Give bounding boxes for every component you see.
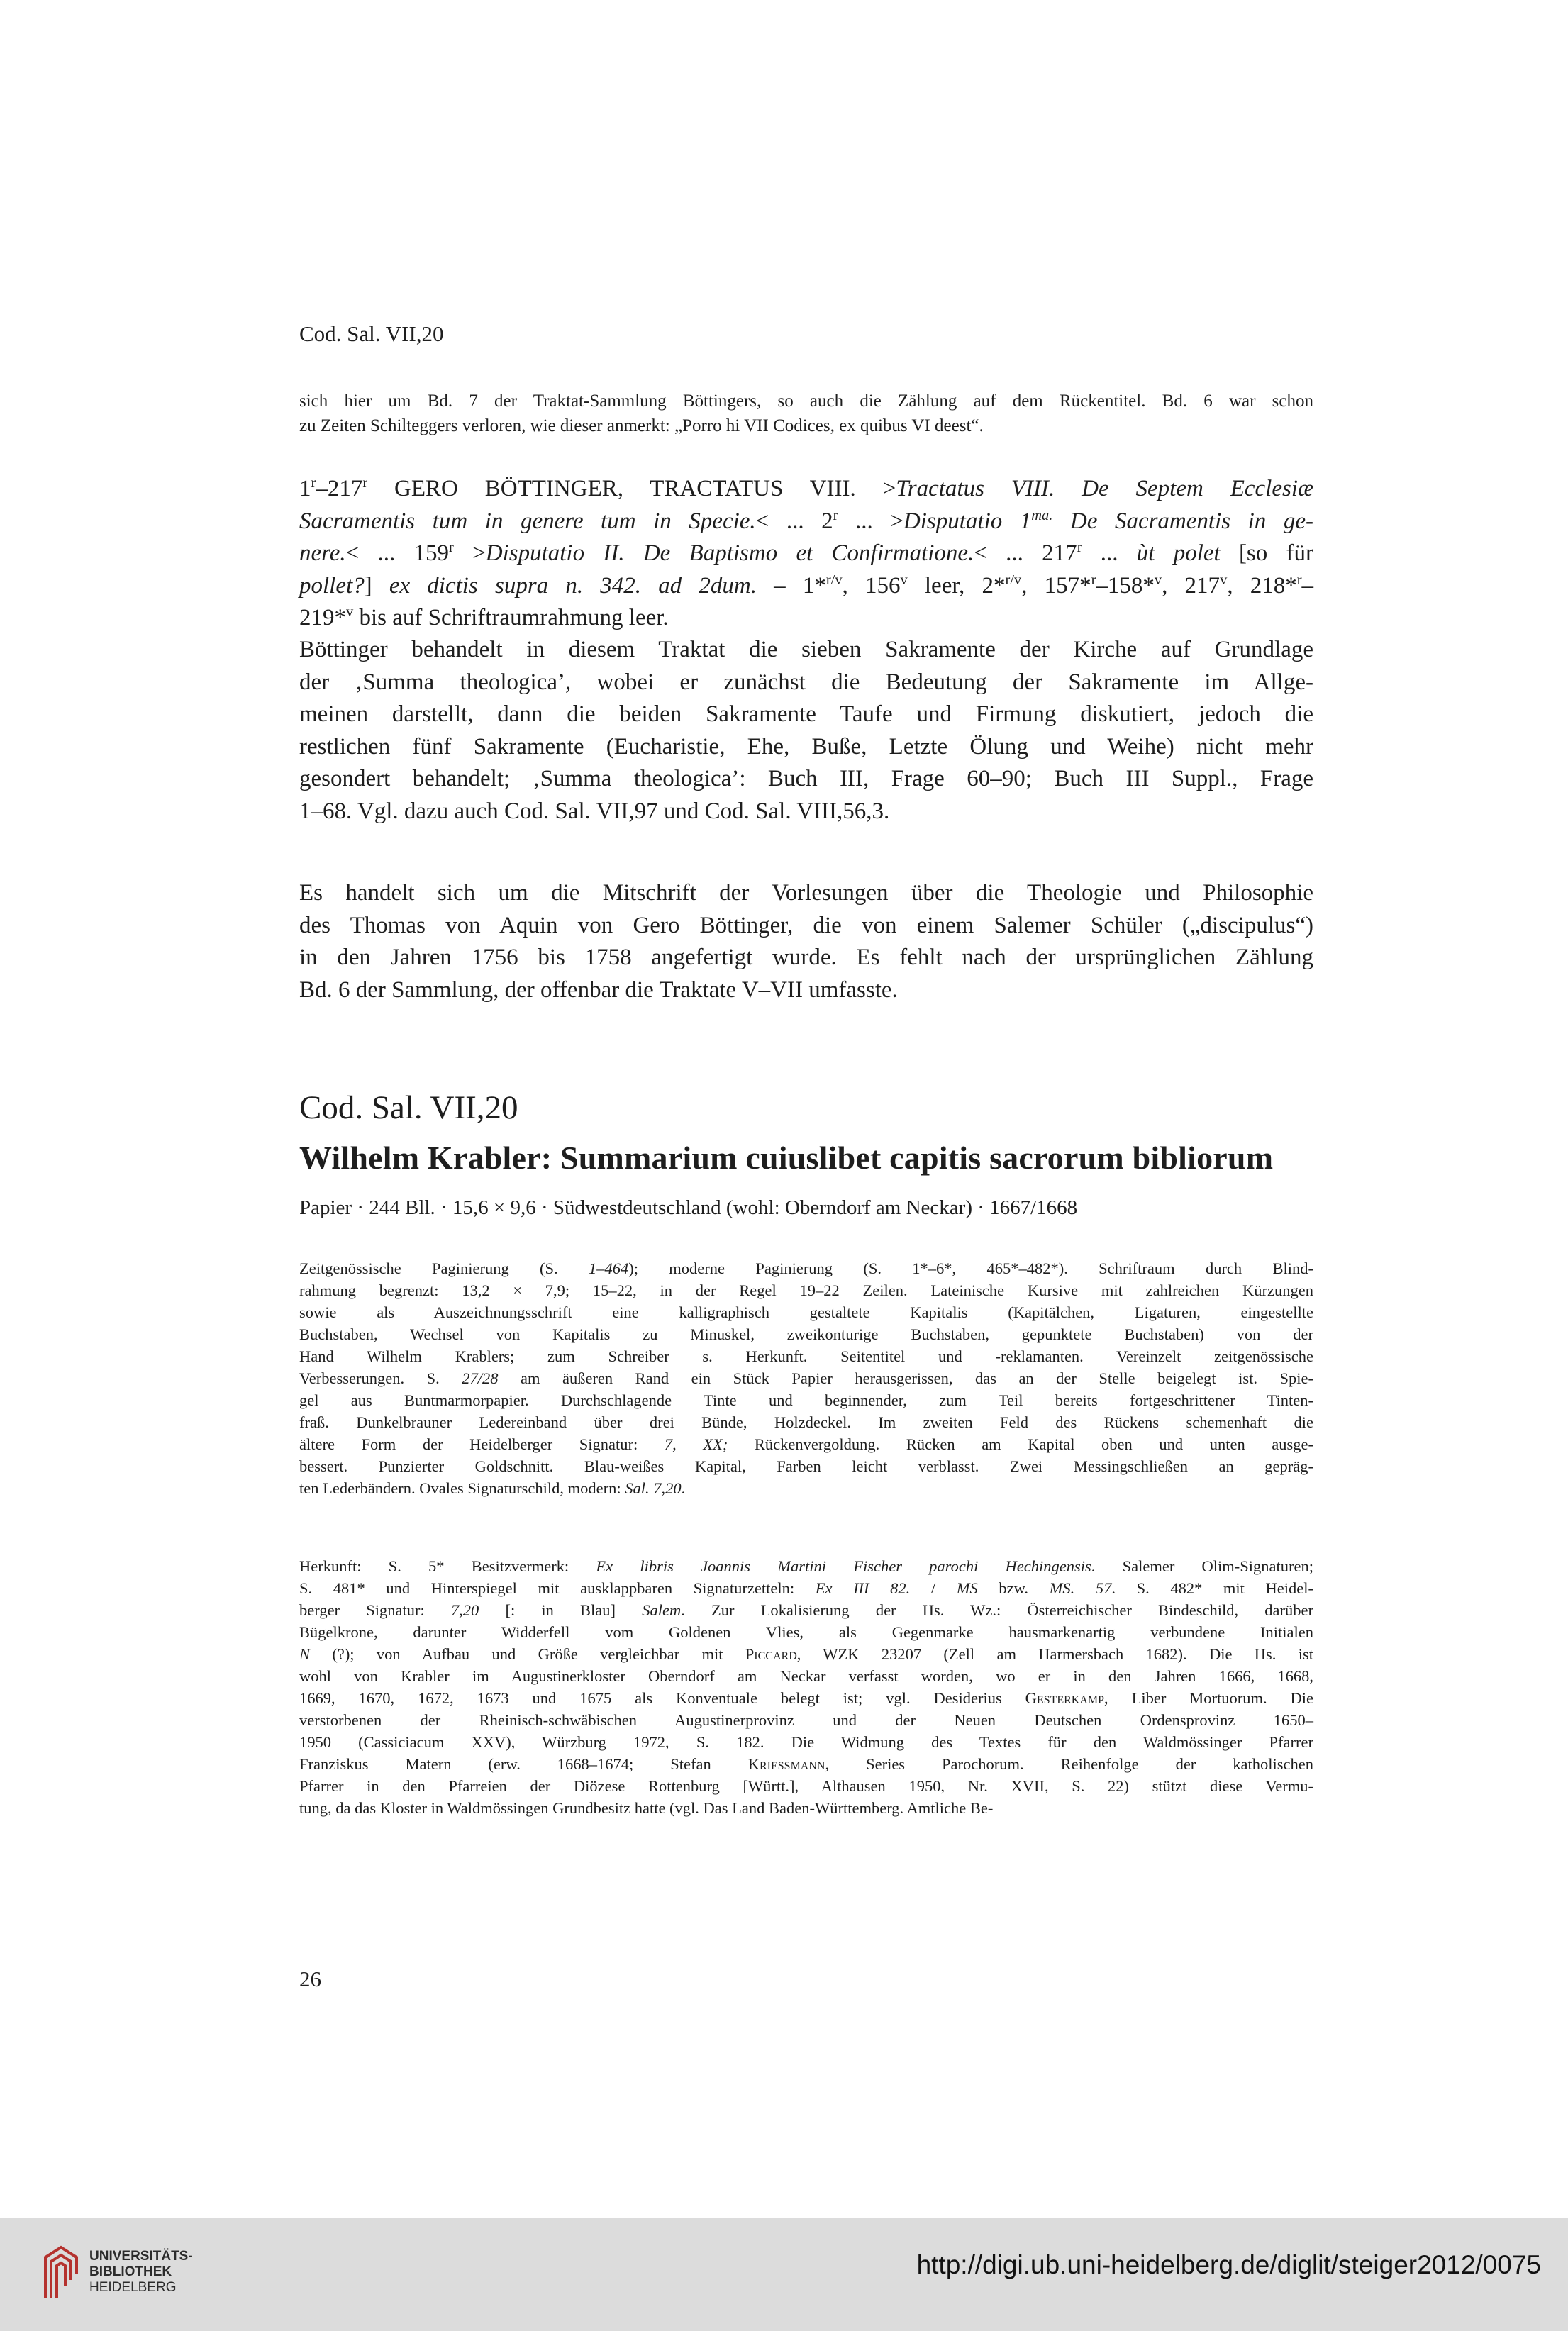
provenance-line: Herkunft: S. 5* Besitzvermerk: Ex libris Joannis Martini Fischer parochi Hechingensis. Salemer Olim-Signaturen; xyxy=(299,1557,1314,1575)
description-line: ältere Form der Heidelberger Signatur: 7, XX; Rückenvergoldung. Rücken am Kapital oben und unten ausge- xyxy=(299,1435,1313,1453)
provenance-line: tung, da das Kloster in Waldmössingen Grundbesitz hatte (vgl. Das Land Baden-Württemberg. Amtliche Be- xyxy=(299,1799,994,1817)
author-title: GERO BÖTTINGER, TRACTATUS VIII. > xyxy=(367,476,896,501)
description-line: gel aus Buntmarmorpapier. Durchschlagende Tinte und beginnender, zum Teil bereits fortgeschrittener Tinten- xyxy=(299,1391,1313,1409)
folio-range: –217 xyxy=(316,476,363,501)
provenance xyxy=(299,1555,1313,1819)
summary-paragraph xyxy=(299,877,1313,1006)
running-head: Cod. Sal. VII,20 xyxy=(299,321,444,346)
discussion-line: der ‚Summa theologica’, wobei er zunächst die Bedeutung der Sakramente im Allge- xyxy=(299,669,1313,695)
entry-heading-line: Sacramentis tum in genere tum in Specie.< ... 2$^r$ ... >Disputatio $1^{ma.}$ De Sacramentis in ge- xyxy=(299,507,1313,534)
description-line: Zeitgenössische Paginierung (S. 1–464); moderne Paginierung (S. 1*–6*, 465*–482*). Schriftraum durch Blind- xyxy=(299,1259,1313,1277)
codex-title: Cod. Sal. VII,20 xyxy=(299,1089,518,1126)
discussion-line: meinen darstellt, dann die beiden Sakramente Taufe und Firmung diskutiert, jedoch die xyxy=(299,701,1313,727)
provenance-line: Bügelkrone, darunter Widderfell vom Goldenen Vlies, als Gegenmarke hausmarkenartig verbundene Initialen xyxy=(299,1623,1313,1641)
summary-line: in den Jahren 1756 bis 1758 angefertigt wurde. Es fehlt nach der ursprünglichen Zählung xyxy=(299,945,1313,970)
page-number: 26 xyxy=(299,1966,321,1991)
description-line: fraß. Dunkelbrauner Ledereinband über drei Bünde, Holzdeckel. Im zweiten Feld des Rückens schemenhaft die xyxy=(299,1413,1313,1431)
discussion-line: restlichen fünf Sakramente (Eucharistie, Ehe, Buße, Letzte Ölung und Weihe) nicht mehr xyxy=(299,733,1313,760)
discussion-line: gesondert behandelt; ‚Summa theologica’: Buch III, Frage 60–90; Buch III Suppl., Frage xyxy=(299,766,1313,791)
description-line: ten Lederbändern. Ovales Signaturschild, modern: Sal. 7,20. xyxy=(299,1479,686,1497)
permalink-url[interactable]: http://digi.ub.uni-heidelberg.de/diglit/steiger2012/0075 xyxy=(916,2250,1541,2279)
description-line: Hand Wilhelm Krablers; zum Schreiber s. Herkunft. Seitentitel und -reklamanten. Vereinzelt zeitgenössische xyxy=(299,1347,1313,1365)
description-line: rahmung begrenzt: 13,2 × 7,9; 15–22, in der Regel 19–22 Zeilen. Lateinische Kursive mit zahlreichen Kürzungen xyxy=(299,1281,1313,1299)
entry-discussion xyxy=(299,634,1313,828)
provenance-line: 1669, 1670, 1672, 1673 und 1675 als Konventuale belegt ist; vgl. Desiderius Gesterkamp, Liber Mortuorum. Die xyxy=(299,1689,1313,1707)
viewer-footer xyxy=(0,2218,1568,2331)
description-line: Buchstaben, Wechsel von Kapitalis zu Minuskel, zweikonturige Buchstaben, gepunktete Buchstaben) von der xyxy=(299,1325,1313,1343)
entry-heading xyxy=(299,473,1313,635)
codex-meta-line: Papier · 244 Bll. · 15,6 × 9,6 · Südwestdeutschland (wohl: Oberndorf am Neckar) · 1667/1668 xyxy=(299,1196,1078,1219)
intro-note-line: zu Zeiten Schilteggers verloren, wie dieser anmerkt: „Porro hi VII Codices, ex quibus VI deest“. xyxy=(299,416,984,435)
entry-heading-line: nere.< ... $159^r$ >Disputatio II. De Baptismo et Confirmatione.< ... 217$^r$ ... ùt polet [so für xyxy=(299,540,1314,566)
discussion-line: Böttinger behandelt in diesem Traktat die sieben Sakramente der Kirche auf Grundlage xyxy=(299,637,1313,662)
provenance-line: N (?); von Aufbau und Größe vergleichbar mit Piccard, WZK 23207 (Zell am Harmersbach 1682). Die Hs. ist xyxy=(299,1645,1313,1663)
description-line: bessert. Punzierter Goldschnitt. Blau-weißes Kapital, Farben leicht verblasst. Zwei Messingschließen an gepräg- xyxy=(299,1457,1313,1475)
provenance-line: berger Signatur: 7,20 [: in Blau] Salem. Zur Lokalisierung der Hs. Wz.: Österreichischer Bindeschild, darüber xyxy=(299,1601,1313,1619)
provenance-line: 1950 (Cassiciacum XXV), Würzburg 1972, S. 182. Die Widmung des Textes für den Waldmössinger Pfarrer xyxy=(299,1733,1313,1751)
provenance-line: Pfarrer in den Pfarreien der Diözese Rottenburg [Württ.], Althausen 1950, Nr. XVII, S. 22) stützt diese Vermu- xyxy=(299,1777,1313,1795)
entry-heading-line: pollet?] ex dictis supra n. 342. ad 2dum. – 1*$^{r/v}$, 156$^v$ leer, 2*$^{r/v}$, 157*$^r$–158*$^v$, 217$^v$, 218*$^r$– xyxy=(299,572,1314,599)
summary-line: Es handelt sich um die Mitschrift der Vorlesungen über die Theologie und Philosophie xyxy=(299,880,1313,906)
provenance-line: S. 481* und Hinterspiegel mit ausklappbaren Signaturzetteln: Ex III 82. / MS bzw. MS. 57. S. 482* mit Heidel- xyxy=(299,1579,1313,1597)
intro-note-line: sich hier um Bd. 7 der Traktat-Sammlung Böttingers, so auch die Zählung auf dem Rückentitel. Bd. 6 war schon xyxy=(299,391,1313,411)
intro-note xyxy=(299,389,1313,438)
description-line: sowie als Auszeichnungsschrift eine kalligraphisch gestaltete Kapitalis (Kapitälchen, Ligaturen, eingestellte xyxy=(299,1303,1313,1321)
entry-heading-line: 219*$^v$ bis auf Schriftraumrahmung leer. xyxy=(299,604,669,630)
ub-heidelberg-logo-icon xyxy=(40,2242,82,2305)
work-title: Wilhelm Krabler: Summarium cuiuslibet capitis sacrorum bibliorum xyxy=(299,1140,1274,1176)
description-line: Verbesserungen. S. 27/28 am äußeren Rand ein Stück Papier herausgerissen, das an der Stelle beigelegt ist. Spie- xyxy=(299,1369,1313,1387)
discussion-line: 1–68. Vgl. dazu auch Cod. Sal. VII,97 und Cod. Sal. VIII,56,3. xyxy=(299,798,890,824)
provenance-line: verstorbenen der Rheinisch-schwäbischen Augustinerprovinz und der Neuen Deutschen Ordensprovinz 1650– xyxy=(299,1711,1313,1729)
provenance-line: Franziskus Matern (erw. 1668–1674; Stefan Kriessmann, Series Parochorum. Reihenfolge der katholischen xyxy=(299,1755,1313,1773)
summary-line: des Thomas von Aquin von Gero Böttinger, die von einem Salemer Schüler („discipulus“) xyxy=(299,912,1313,938)
codex-description xyxy=(299,1257,1313,1499)
library-name: UNIVERSITÄTS- BIBLIOTHEK HEIDELBERG xyxy=(89,2249,193,2295)
summary-line: Bd. 6 der Sammlung, der offenbar die Traktate V–VII umfasste. xyxy=(299,977,898,1003)
provenance-line: wohl von Krabler im Augustinerkloster Oberndorf am Neckar verfasst worden, wo er in den Jahren 1666, 1668, xyxy=(299,1667,1313,1685)
entry-heading-line: 1$^r$–217$^r$ GERO BÖTTINGER, TRACTATUS VIII. >Tractatus VIII. De Septem Ecclesiæ xyxy=(299,475,1313,501)
